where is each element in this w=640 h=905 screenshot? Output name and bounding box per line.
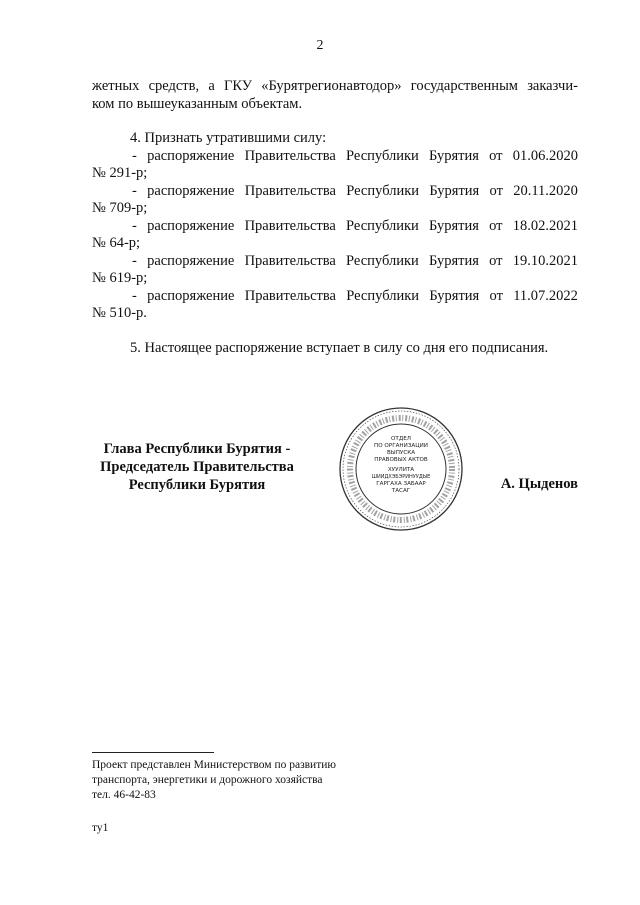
page-number: 2 [316, 38, 324, 53]
repealed-item-text [92, 288, 578, 306]
seal-text-line: ВЫПУСКА [386, 450, 416, 456]
word: Республики [346, 147, 419, 164]
word: распоряжение [147, 217, 235, 234]
word: распоряжение [147, 182, 235, 199]
word: - [132, 287, 137, 304]
footnote-line: Проект представлен Министерством по развитию [92, 759, 336, 771]
signatory-title-line: Республики Бурятия [128, 477, 266, 493]
word: 01.06.2020 [512, 147, 578, 164]
document-code: ту1 [92, 822, 109, 834]
word: 18.02.2021 [512, 217, 578, 234]
repealed-item-number: № 291-р; [92, 165, 148, 181]
repealed-item-text [92, 218, 578, 236]
word: государственным [410, 78, 518, 94]
seal-text-line: ТАСАГ [391, 488, 411, 494]
word: Республики [346, 287, 420, 304]
word: заказчи- [527, 78, 578, 94]
word: 19.10.2021 [512, 252, 578, 269]
word: распоряжение [147, 252, 235, 269]
repealed-item [92, 148, 578, 183]
intro-line-1 [92, 78, 578, 96]
word: распоряжение [147, 147, 235, 164]
seal-text-line: ШИИДХЭБЭРИНУУДЫЕ [371, 474, 431, 480]
repealed-item-text [92, 183, 578, 201]
repealed-item-number: № 510-р. [92, 305, 147, 321]
word: - [132, 217, 137, 234]
clause-4 [92, 130, 578, 323]
footnote [92, 758, 336, 803]
word: Республики [346, 182, 420, 199]
word: жетных [92, 78, 140, 94]
intro-line-2: ком по вышеуказанным объектам. [92, 95, 303, 112]
word: ГКУ [223, 78, 252, 94]
word: Правительства [244, 252, 336, 269]
word: Правительства [244, 287, 336, 304]
word: от [489, 252, 503, 269]
word: Бурятия [429, 217, 479, 234]
repealed-item [92, 183, 578, 218]
word: - [132, 182, 137, 199]
word: 20.11.2020 [513, 182, 578, 199]
word: Бурятия [429, 182, 480, 199]
word: а [208, 78, 215, 94]
footnote-line: транспорта, энергетики и дорожного хозяйства [92, 774, 323, 786]
word: «Бурятрегионавтодор» [261, 78, 402, 94]
repealed-item [92, 288, 578, 323]
repealed-item-number: № 709-р; [92, 200, 148, 216]
clause-5 [92, 340, 578, 358]
repealed-item-number: № 64-р; [92, 235, 141, 251]
word: 11.07.2022 [513, 287, 578, 304]
word: Правительства [244, 147, 336, 164]
word: - [132, 147, 137, 164]
word: от [489, 147, 503, 164]
seal-text-line: ПО ОРГАНИЗАЦИИ [374, 443, 428, 449]
clause-5-text: 5. Настоящее распоряжение вступает в силу со дня его подписания. [130, 340, 549, 356]
clause-4-heading: 4. Признать утратившими силу: [130, 130, 327, 146]
word: Бурятия [429, 147, 479, 164]
signatory-name: А. Цыденов [500, 476, 578, 492]
word: Правительства [244, 182, 336, 199]
word: Правительства [244, 217, 336, 234]
word: Республики [346, 217, 419, 234]
word: распоряжение [147, 287, 235, 304]
word: Республики [346, 252, 419, 269]
word: средств, [148, 78, 200, 94]
word: Бурятия [429, 287, 480, 304]
word: от [489, 182, 503, 199]
word: - [132, 252, 137, 269]
footnote-line: тел. 46-42-83 [92, 789, 156, 801]
intro-paragraph [92, 78, 578, 113]
seal-text-line: ХУУЛИТА [387, 467, 415, 473]
repealed-item-number: № 619-р; [92, 270, 148, 286]
signatory-title-line: Глава Республики Бурятия - [103, 441, 291, 457]
seal-text-line: ПРАВОВЫХ АКТОВ [374, 457, 428, 463]
repealed-item [92, 253, 578, 288]
seal-text-line: ОТДЕЛ [391, 436, 411, 442]
signatory-title [92, 440, 302, 494]
word: от [489, 217, 503, 234]
repealed-item-text [92, 253, 578, 271]
official-seal [338, 406, 464, 532]
repealed-item-text [92, 148, 578, 166]
seal-text-line: ГАРГАХА ЗАБААР [376, 481, 426, 487]
footnote-divider [92, 752, 214, 753]
signatory-title-line: Председатель Правительства [100, 459, 294, 475]
repealed-item [92, 218, 578, 253]
word: Бурятия [429, 252, 479, 269]
word: от [489, 287, 503, 304]
